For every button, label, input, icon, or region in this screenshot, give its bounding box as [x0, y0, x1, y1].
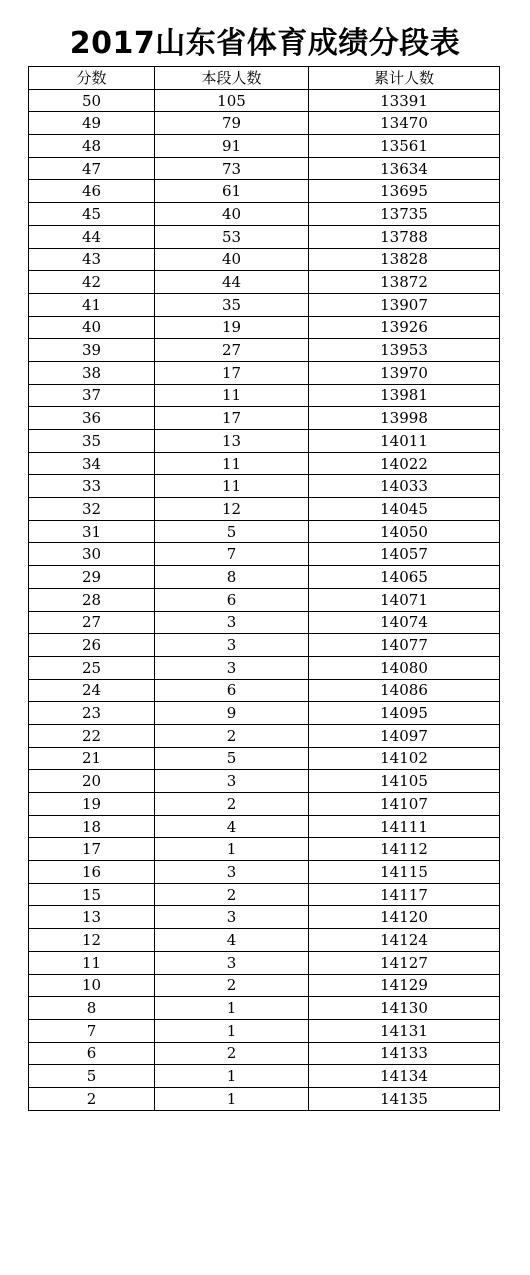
cell-score: 42: [29, 271, 155, 294]
cell-cumulative-count: 13391: [309, 89, 500, 112]
cell-score: 16: [29, 861, 155, 884]
cell-segment-count: 19: [155, 316, 309, 339]
table-row: [29, 180, 500, 203]
cell-score: 50: [29, 89, 155, 112]
cell-cumulative-count: 13907: [309, 293, 500, 316]
cell-cumulative-count: 13953: [309, 339, 500, 362]
table-row: [29, 1019, 500, 1042]
cell-cumulative-count: 14131: [309, 1019, 500, 1042]
cell-score: 48: [29, 135, 155, 158]
cell-segment-count: 11: [155, 384, 309, 407]
cell-cumulative-count: 13735: [309, 203, 500, 226]
cell-score: 41: [29, 293, 155, 316]
table-row: [29, 724, 500, 747]
cell-segment-count: 7: [155, 543, 309, 566]
cell-score: 24: [29, 679, 155, 702]
cell-score: 28: [29, 588, 155, 611]
cell-cumulative-count: 14127: [309, 951, 500, 974]
cell-segment-count: 3: [155, 656, 309, 679]
cell-segment-count: 44: [155, 271, 309, 294]
cell-score: 23: [29, 702, 155, 725]
table-row: [29, 203, 500, 226]
cell-segment-count: 91: [155, 135, 309, 158]
cell-segment-count: 3: [155, 906, 309, 929]
cell-score: 10: [29, 974, 155, 997]
cell-score: 17: [29, 838, 155, 861]
table-row: [29, 520, 500, 543]
cell-cumulative-count: 13926: [309, 316, 500, 339]
cell-cumulative-count: 14111: [309, 815, 500, 838]
table-row: [29, 770, 500, 793]
table-row: [29, 679, 500, 702]
cell-score: 27: [29, 611, 155, 634]
cell-segment-count: 53: [155, 225, 309, 248]
cell-segment-count: 105: [155, 89, 309, 112]
table-row: [29, 951, 500, 974]
cell-score: 43: [29, 248, 155, 271]
cell-score: 49: [29, 112, 155, 135]
cell-cumulative-count: 14050: [309, 520, 500, 543]
cell-score: 29: [29, 566, 155, 589]
header-cumulative-count: 累计人数: [309, 67, 500, 90]
cell-cumulative-count: 14065: [309, 566, 500, 589]
cell-cumulative-count: 14107: [309, 793, 500, 816]
cell-cumulative-count: 14057: [309, 543, 500, 566]
cell-segment-count: 6: [155, 679, 309, 702]
cell-segment-count: 2: [155, 793, 309, 816]
cell-cumulative-count: 14105: [309, 770, 500, 793]
table-row: [29, 815, 500, 838]
table-row: [29, 89, 500, 112]
table-row: [29, 702, 500, 725]
cell-segment-count: 2: [155, 974, 309, 997]
table-row: [29, 498, 500, 521]
table-row: [29, 566, 500, 589]
cell-segment-count: 79: [155, 112, 309, 135]
table-row: [29, 838, 500, 861]
table-row: [29, 974, 500, 997]
cell-segment-count: 1: [155, 997, 309, 1020]
cell-cumulative-count: 14124: [309, 929, 500, 952]
cell-score: 6: [29, 1042, 155, 1065]
cell-score: 21: [29, 747, 155, 770]
cell-segment-count: 1: [155, 1019, 309, 1042]
cell-segment-count: 6: [155, 588, 309, 611]
table-row: [29, 430, 500, 453]
cell-segment-count: 2: [155, 1042, 309, 1065]
cell-cumulative-count: 13788: [309, 225, 500, 248]
cell-cumulative-count: 14086: [309, 679, 500, 702]
table-row: [29, 543, 500, 566]
table-row: [29, 906, 500, 929]
cell-score: 13: [29, 906, 155, 929]
table-row: [29, 929, 500, 952]
cell-segment-count: 4: [155, 929, 309, 952]
cell-segment-count: 11: [155, 452, 309, 475]
cell-score: 5: [29, 1065, 155, 1088]
cell-cumulative-count: 14071: [309, 588, 500, 611]
cell-cumulative-count: 14115: [309, 861, 500, 884]
cell-cumulative-count: 14135: [309, 1087, 500, 1110]
cell-cumulative-count: 14129: [309, 974, 500, 997]
table-row: [29, 1065, 500, 1088]
cell-score: 15: [29, 883, 155, 906]
cell-cumulative-count: 14011: [309, 430, 500, 453]
cell-segment-count: 5: [155, 747, 309, 770]
table-row: [29, 407, 500, 430]
cell-cumulative-count: 13970: [309, 361, 500, 384]
cell-score: 11: [29, 951, 155, 974]
cell-segment-count: 3: [155, 951, 309, 974]
table-row: [29, 316, 500, 339]
cell-cumulative-count: 14117: [309, 883, 500, 906]
cell-score: 40: [29, 316, 155, 339]
header-segment-count: 本段人数: [155, 67, 309, 90]
table-row: [29, 361, 500, 384]
cell-score: 46: [29, 180, 155, 203]
cell-segment-count: 13: [155, 430, 309, 453]
cell-cumulative-count: 14130: [309, 997, 500, 1020]
table-row: [29, 475, 500, 498]
table-body: [29, 89, 500, 1110]
table-row: [29, 611, 500, 634]
cell-segment-count: 3: [155, 861, 309, 884]
cell-score: 19: [29, 793, 155, 816]
cell-cumulative-count: 14097: [309, 724, 500, 747]
cell-score: 30: [29, 543, 155, 566]
cell-cumulative-count: 14080: [309, 656, 500, 679]
cell-cumulative-count: 14102: [309, 747, 500, 770]
cell-score: 39: [29, 339, 155, 362]
cell-score: 38: [29, 361, 155, 384]
table-row: [29, 271, 500, 294]
cell-score: 12: [29, 929, 155, 952]
cell-cumulative-count: 13872: [309, 271, 500, 294]
cell-cumulative-count: 14033: [309, 475, 500, 498]
cell-score: 20: [29, 770, 155, 793]
table-row: [29, 293, 500, 316]
cell-segment-count: 4: [155, 815, 309, 838]
table-row: [29, 1087, 500, 1110]
cell-segment-count: 73: [155, 157, 309, 180]
cell-segment-count: 9: [155, 702, 309, 725]
cell-score: 22: [29, 724, 155, 747]
table-row: [29, 861, 500, 884]
cell-cumulative-count: 13828: [309, 248, 500, 271]
cell-cumulative-count: 14022: [309, 452, 500, 475]
cell-score: 7: [29, 1019, 155, 1042]
table-row: [29, 634, 500, 657]
cell-cumulative-count: 14077: [309, 634, 500, 657]
cell-segment-count: 27: [155, 339, 309, 362]
cell-segment-count: 3: [155, 611, 309, 634]
cell-score: 25: [29, 656, 155, 679]
cell-segment-count: 2: [155, 883, 309, 906]
cell-score: 36: [29, 407, 155, 430]
table-row: [29, 883, 500, 906]
table-row: [29, 157, 500, 180]
table-row: [29, 384, 500, 407]
cell-segment-count: 2: [155, 724, 309, 747]
score-distribution-table: [28, 66, 500, 1111]
cell-score: 45: [29, 203, 155, 226]
cell-cumulative-count: 13998: [309, 407, 500, 430]
table-row: [29, 248, 500, 271]
cell-segment-count: 17: [155, 361, 309, 384]
cell-segment-count: 1: [155, 838, 309, 861]
cell-cumulative-count: 13634: [309, 157, 500, 180]
cell-segment-count: 1: [155, 1087, 309, 1110]
cell-score: 44: [29, 225, 155, 248]
cell-score: 31: [29, 520, 155, 543]
cell-cumulative-count: 14133: [309, 1042, 500, 1065]
table-header-row: [29, 67, 500, 90]
cell-score: 33: [29, 475, 155, 498]
table-row: [29, 747, 500, 770]
cell-score: 26: [29, 634, 155, 657]
cell-cumulative-count: 13561: [309, 135, 500, 158]
cell-segment-count: 17: [155, 407, 309, 430]
table-row: [29, 656, 500, 679]
cell-score: 2: [29, 1087, 155, 1110]
cell-cumulative-count: 14045: [309, 498, 500, 521]
table-row: [29, 339, 500, 362]
cell-score: 8: [29, 997, 155, 1020]
cell-cumulative-count: 14120: [309, 906, 500, 929]
cell-segment-count: 40: [155, 248, 309, 271]
table-row: [29, 135, 500, 158]
cell-cumulative-count: 14074: [309, 611, 500, 634]
cell-cumulative-count: 13695: [309, 180, 500, 203]
cell-segment-count: 1: [155, 1065, 309, 1088]
cell-segment-count: 8: [155, 566, 309, 589]
table-row: [29, 793, 500, 816]
cell-segment-count: 11: [155, 475, 309, 498]
cell-segment-count: 12: [155, 498, 309, 521]
cell-score: 32: [29, 498, 155, 521]
table-row: [29, 997, 500, 1020]
page-title: 2017山东省体育成绩分段表: [69, 26, 461, 61]
table-row: [29, 588, 500, 611]
cell-cumulative-count: 14095: [309, 702, 500, 725]
cell-score: 35: [29, 430, 155, 453]
table-row: [29, 452, 500, 475]
cell-segment-count: 35: [155, 293, 309, 316]
cell-cumulative-count: 14112: [309, 838, 500, 861]
header-score: 分数: [29, 67, 155, 90]
cell-score: 18: [29, 815, 155, 838]
cell-segment-count: 3: [155, 634, 309, 657]
cell-cumulative-count: 13981: [309, 384, 500, 407]
cell-segment-count: 40: [155, 203, 309, 226]
table-row: [29, 225, 500, 248]
cell-score: 37: [29, 384, 155, 407]
cell-segment-count: 61: [155, 180, 309, 203]
cell-score: 34: [29, 452, 155, 475]
cell-segment-count: 5: [155, 520, 309, 543]
cell-score: 47: [29, 157, 155, 180]
cell-cumulative-count: 13470: [309, 112, 500, 135]
cell-cumulative-count: 14134: [309, 1065, 500, 1088]
cell-segment-count: 3: [155, 770, 309, 793]
table-row: [29, 112, 500, 135]
table-row: [29, 1042, 500, 1065]
